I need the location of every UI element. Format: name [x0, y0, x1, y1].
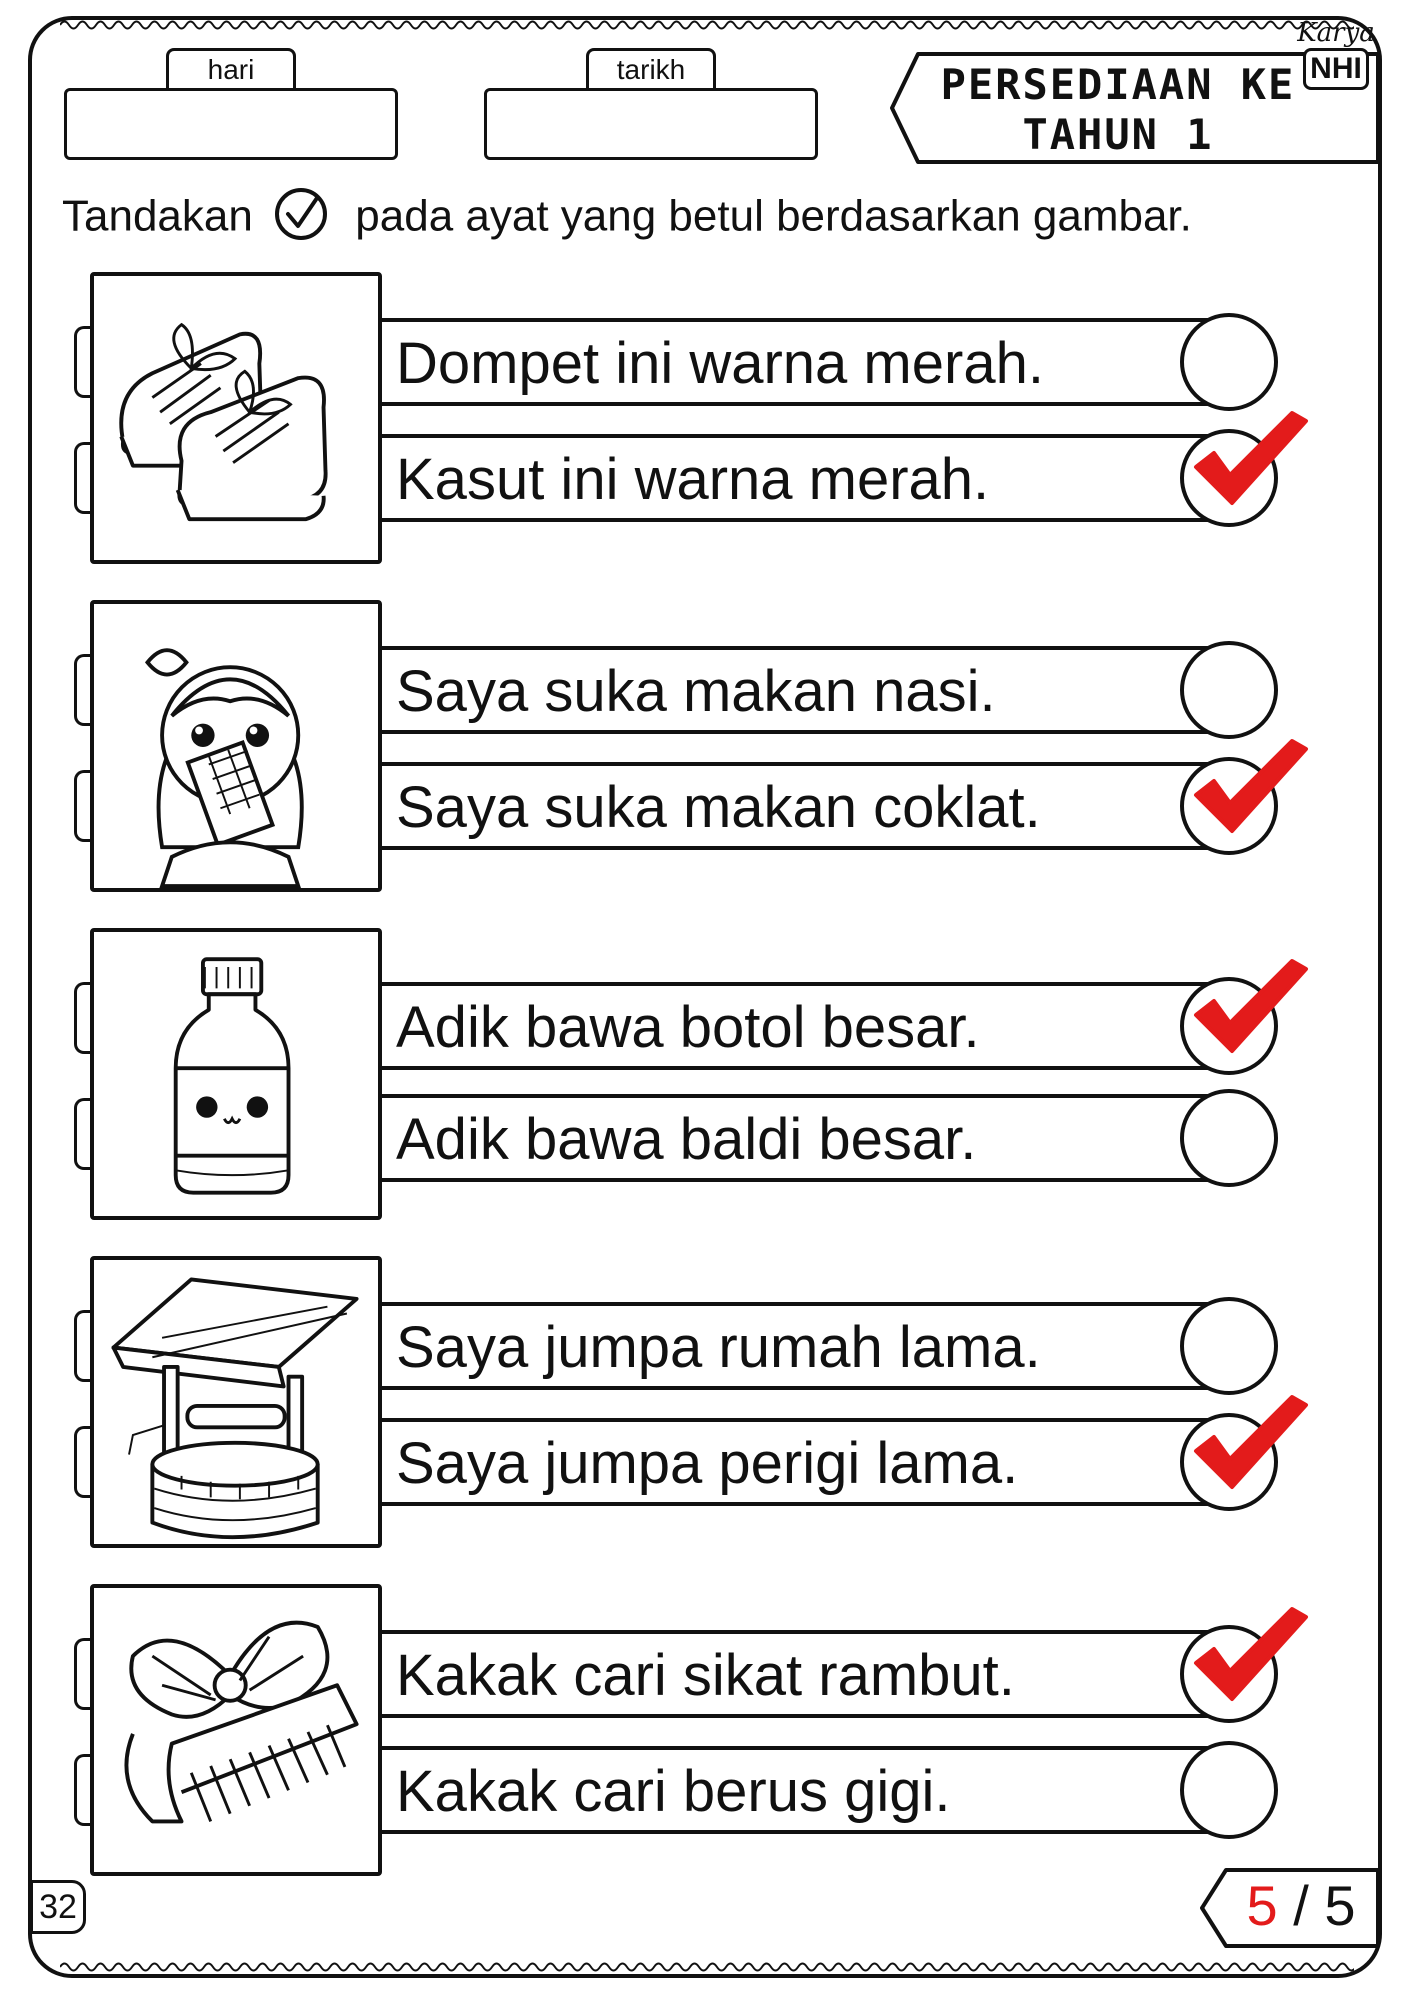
question-item: [70, 600, 1320, 900]
instruction-before: Tandakan: [62, 191, 253, 241]
day-input-box[interactable]: [64, 88, 398, 160]
answer-option[interactable]: [382, 1094, 1272, 1182]
answer-option[interactable]: [382, 982, 1272, 1070]
instruction-after: pada ayat yang betul berdasarkan gambar.: [355, 191, 1192, 241]
question-item: [70, 272, 1320, 572]
answer-text: Kakak cari berus gigi.: [396, 1759, 951, 1824]
answer-text: Adik bawa baldi besar.: [396, 1107, 977, 1172]
girl-eating-chocolate-image: [90, 600, 382, 892]
wavy-border-top: [60, 18, 1354, 32]
answer-option[interactable]: [382, 1302, 1272, 1390]
answer-checkbox[interactable]: [1180, 1297, 1278, 1395]
page-number: 32: [30, 1880, 86, 1934]
answer-text: Saya jumpa perigi lama.: [396, 1431, 1019, 1496]
answer-checkbox[interactable]: [1180, 1089, 1278, 1187]
answer-checkbox[interactable]: [1180, 313, 1278, 411]
progress-numbers: [1226, 1870, 1376, 1942]
title-text: [928, 60, 1308, 160]
answer-text: Saya suka makan nasi.: [396, 659, 996, 724]
answer-text: Kasut ini warna merah.: [396, 447, 990, 512]
answer-text: Adik bawa botol besar.: [396, 995, 980, 1060]
answer-option[interactable]: [382, 318, 1272, 406]
wavy-border-bottom: [60, 1960, 1354, 1974]
answer-option[interactable]: [382, 1630, 1272, 1718]
title-line-2: TAHUN 1: [1022, 110, 1214, 159]
answer-checkbox[interactable]: [1180, 429, 1278, 527]
answer-checkbox[interactable]: [1180, 757, 1278, 855]
answer-text: Kakak cari sikat rambut.: [396, 1643, 1015, 1708]
instruction: [62, 184, 1192, 254]
wishing-well-image: [90, 1256, 382, 1548]
answer-option[interactable]: [382, 646, 1272, 734]
progress-separator: /: [1293, 1874, 1309, 1937]
answer-text: Saya jumpa rumah lama.: [396, 1315, 1041, 1380]
red-check-icon: [1192, 405, 1312, 519]
answer-checkbox[interactable]: [1180, 1413, 1278, 1511]
shoes-image: [90, 272, 382, 564]
answer-text: Dompet ini warna merah.: [396, 331, 1044, 396]
bow-and-comb-image: [90, 1584, 382, 1876]
date-label: tarikh: [586, 48, 716, 88]
answer-checkbox[interactable]: [1180, 1741, 1278, 1839]
answer-option[interactable]: [382, 762, 1272, 850]
question-item: [70, 928, 1320, 1228]
answer-text: Saya suka makan coklat.: [396, 775, 1041, 840]
red-check-icon: [1192, 1389, 1312, 1503]
title-line-1: PERSEDIAAN KE: [940, 60, 1296, 109]
date-input-box[interactable]: [484, 88, 818, 160]
answer-checkbox[interactable]: [1180, 977, 1278, 1075]
red-check-icon: [1192, 733, 1312, 847]
answer-option[interactable]: [382, 1746, 1272, 1834]
progress-total: 5: [1324, 1874, 1356, 1937]
logo-text: NHI: [1303, 48, 1369, 90]
answer-checkbox[interactable]: [1180, 1625, 1278, 1723]
brand-logo: [1296, 18, 1376, 98]
water-bottle-image: [90, 928, 382, 1220]
progress-current: 5: [1246, 1874, 1278, 1937]
day-label: hari: [166, 48, 296, 88]
question-item: [70, 1256, 1320, 1556]
check-circle-icon: [271, 184, 337, 254]
red-check-icon: [1192, 953, 1312, 1067]
answer-option[interactable]: [382, 434, 1272, 522]
red-check-icon: [1192, 1601, 1312, 1715]
logo-script: Karya: [1297, 18, 1375, 48]
progress-indicator: [1196, 1866, 1382, 1950]
question-item: [70, 1584, 1320, 1884]
answer-option[interactable]: [382, 1418, 1272, 1506]
answer-checkbox[interactable]: [1180, 641, 1278, 739]
